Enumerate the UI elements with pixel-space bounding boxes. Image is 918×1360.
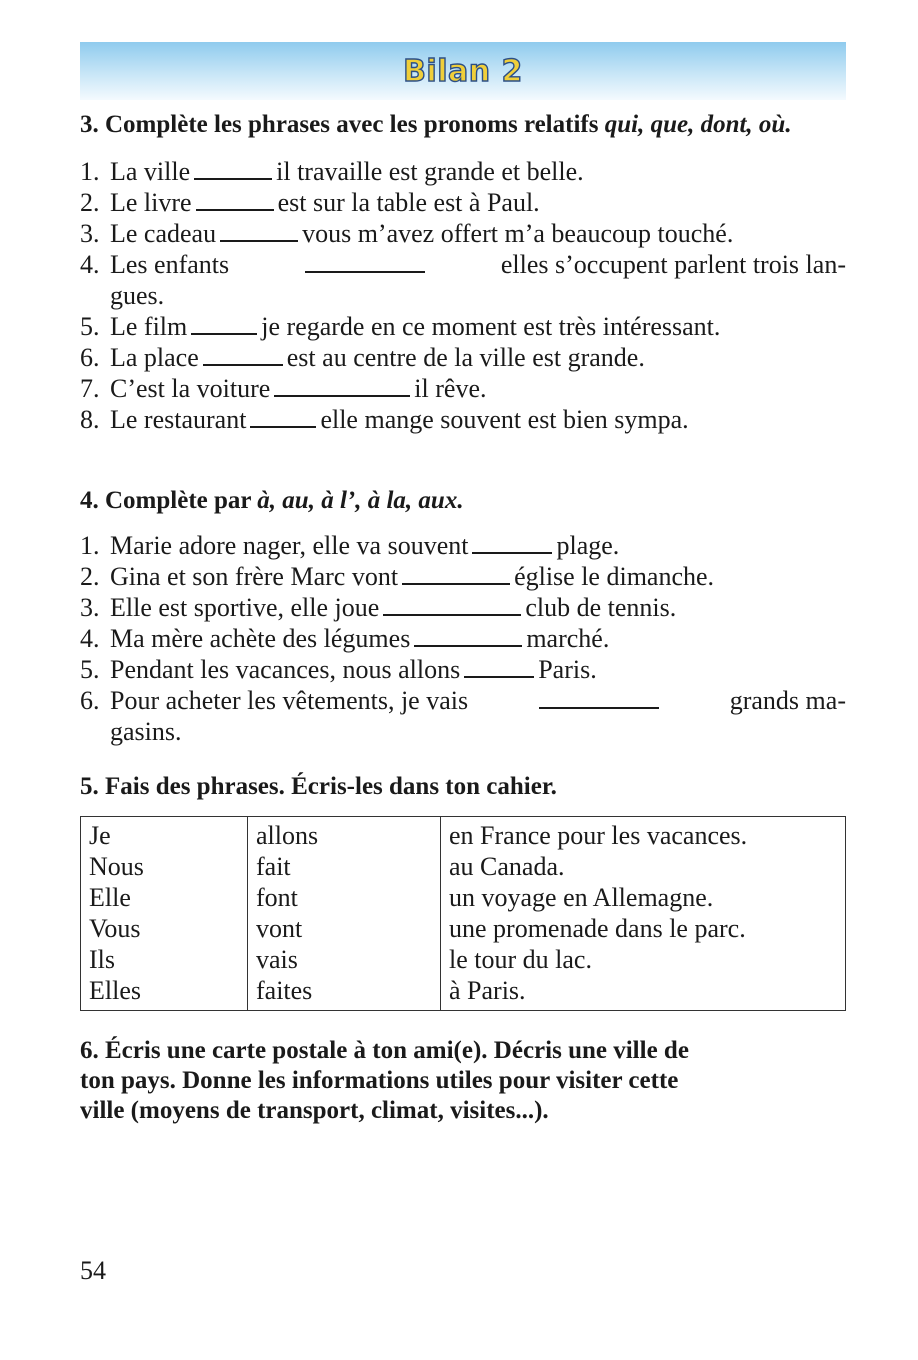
answer-blank[interactable] — [414, 623, 522, 647]
item-text-after: il travaille est grande et belle. — [276, 157, 584, 186]
item-text-before: Les enfants — [110, 250, 230, 279]
heading-text: 3. Complète les phrases avec les pronoms relatifs — [80, 111, 605, 138]
item-text-before: C’est la voiture — [110, 374, 271, 403]
list-item — [80, 592, 846, 623]
answer-blank[interactable] — [464, 654, 534, 678]
item-number: 1. — [80, 157, 100, 186]
exercise-3 — [80, 110, 846, 435]
item-number: 6. — [80, 686, 100, 715]
item-text-after: elles s’occupent parlent trois lan- — [500, 250, 846, 279]
item-text-before: La ville — [110, 157, 191, 186]
item-text-before: Gina et son frère Marc vont — [110, 562, 399, 591]
list-item — [80, 404, 846, 435]
item-text-after: plage. — [556, 531, 620, 560]
page-number: 54 — [80, 1256, 106, 1285]
answer-blank[interactable] — [203, 342, 283, 366]
table-cell: allons — [256, 821, 319, 850]
table-cell: une promenade dans le parc. — [449, 914, 746, 943]
list-item — [80, 623, 846, 654]
table-cell: fait — [256, 852, 291, 881]
answer-blank[interactable] — [305, 249, 425, 273]
exercise-4-list — [80, 530, 846, 747]
exercise-6-line: ton pays. Donne les informations utiles pour visiter cette — [80, 1067, 679, 1094]
list-item — [80, 311, 846, 342]
list-item-continuation — [80, 280, 846, 311]
exercise-6-line: ville (moyens de transport, climat, visites...). — [80, 1097, 549, 1124]
answer-blank[interactable] — [196, 187, 274, 211]
table-cell: font — [256, 883, 298, 912]
list-item — [80, 654, 846, 685]
list-item — [80, 218, 846, 249]
item-number: 3. — [80, 219, 100, 248]
heading-pronouns: qui, que, dont, où. — [604, 111, 792, 138]
item-number: 5. — [80, 312, 100, 341]
table-cell: Je — [89, 821, 111, 850]
item-number: 7. — [80, 374, 100, 403]
list-item — [80, 373, 846, 404]
item-number: 3. — [80, 593, 100, 622]
table-cell: en France pour les vacances. — [449, 821, 748, 850]
item-text-continuation: gues. — [110, 281, 165, 310]
item-text-continuation: gasins. — [110, 717, 182, 746]
exercise-3-list — [80, 156, 846, 435]
item-text-before: Le livre — [110, 188, 192, 217]
item-text-before: Pour acheter les vêtements, je vais — [110, 686, 469, 715]
item-number: 2. — [80, 562, 100, 591]
item-text-after: grands ma- — [729, 686, 846, 715]
answer-blank[interactable] — [383, 592, 521, 616]
list-item — [80, 530, 846, 561]
answer-blank[interactable] — [220, 218, 298, 242]
item-text-after: est sur la table est à Paul. — [277, 188, 540, 217]
table-cell: vont — [256, 914, 303, 943]
answer-blank[interactable] — [274, 373, 410, 397]
item-text-after: est au centre de la ville est grande. — [286, 343, 645, 372]
bilan-banner — [80, 42, 846, 100]
verbs-column — [248, 817, 441, 1011]
list-item — [80, 685, 846, 716]
item-number: 2. — [80, 188, 100, 217]
item-text-after: club de tennis. — [525, 593, 677, 622]
item-text-after: église le dimanche. — [514, 562, 715, 591]
answer-blank[interactable] — [402, 561, 510, 585]
table-cell: faites — [256, 976, 313, 1005]
item-number: 5. — [80, 655, 100, 684]
exercise-6-line: 6. Écris une carte postale à ton ami(e). Décris une ville de — [80, 1037, 689, 1064]
item-text-after: vous m’avez offert m’a beaucoup touché. — [302, 219, 734, 248]
item-text-after: il rêve. — [414, 374, 487, 403]
table-cell: Elle — [89, 883, 131, 912]
item-text-before: Le film — [110, 312, 188, 341]
heading-text: 4. Complète par — [80, 487, 258, 514]
exercise-5-heading: 5. Fais des phrases. Écris-les dans ton cahier. — [80, 773, 557, 800]
item-text-after: Paris. — [538, 655, 597, 684]
item-text-before: Pendant les vacances, nous allons — [110, 655, 461, 684]
exercise-6 — [80, 1036, 846, 1126]
table-cell: au Canada. — [449, 852, 565, 881]
table-cell: Vous — [89, 914, 141, 943]
list-item — [80, 342, 846, 373]
item-number: 4. — [80, 624, 100, 653]
table-cell: le tour du lac. — [449, 945, 592, 974]
table-cell: à Paris. — [449, 976, 526, 1005]
answer-blank[interactable] — [250, 404, 316, 428]
table-cell: Nous — [89, 852, 144, 881]
exercise-3-heading — [80, 110, 846, 140]
item-text-after: elle mange souvent est bien sympa. — [320, 405, 689, 434]
answer-blank[interactable] — [194, 156, 272, 180]
item-number: 1. — [80, 531, 100, 560]
banner-title: Bilan 2 — [403, 53, 523, 89]
list-item — [80, 561, 846, 592]
item-text-after: marché. — [526, 624, 610, 653]
table-cell: vais — [256, 945, 298, 974]
item-number: 6. — [80, 343, 100, 372]
table-cell: Elles — [89, 976, 141, 1005]
list-item — [80, 249, 846, 280]
table-cell: un voyage en Allemagne. — [449, 883, 714, 912]
exercise-5 — [80, 772, 846, 1011]
item-text-before: Ma mère achète des légumes — [110, 624, 411, 653]
heading-prepositions: à, au, à l’, à la, aux. — [257, 487, 464, 514]
item-text-before: Elle est sportive, elle joue — [110, 593, 380, 622]
item-text-after: je regarde en ce moment est très intéressant. — [261, 312, 721, 341]
list-item-continuation — [80, 716, 846, 747]
subjects-column — [81, 817, 248, 1011]
item-text-before: Marie adore nager, elle va souvent — [110, 531, 469, 560]
item-text-before: La place — [110, 343, 199, 372]
item-text-before: Le restaurant — [110, 405, 247, 434]
item-text-before: Le cadeau — [110, 219, 217, 248]
sentence-table — [80, 816, 846, 1011]
answer-blank[interactable] — [472, 530, 552, 554]
exercise-4-heading — [80, 486, 846, 516]
item-number: 4. — [80, 250, 100, 279]
list-item — [80, 187, 846, 218]
answer-blank[interactable] — [191, 311, 257, 335]
exercise-4 — [80, 486, 846, 747]
list-item — [80, 156, 846, 187]
complements-column — [441, 817, 846, 1011]
table-cell: Ils — [89, 945, 115, 974]
item-number: 8. — [80, 405, 100, 434]
answer-blank[interactable] — [539, 685, 659, 709]
